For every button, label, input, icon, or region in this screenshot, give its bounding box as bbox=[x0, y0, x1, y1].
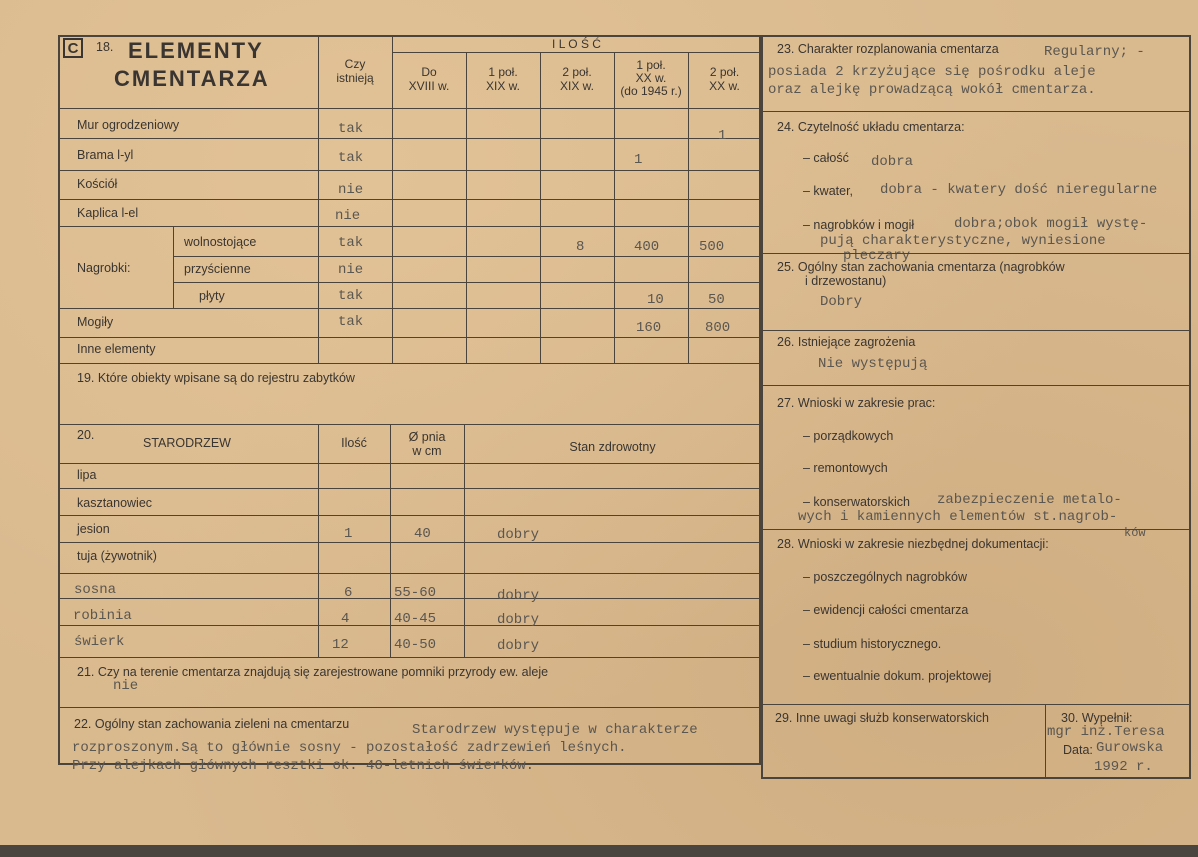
row-mogily-2polxx: 800 bbox=[705, 320, 731, 336]
dok-item-2: – ewidencji całości cmentarza bbox=[803, 603, 969, 617]
section-23-value1: Regularny; - bbox=[1044, 44, 1145, 60]
starodrzew-title: STARODRZEW bbox=[143, 436, 231, 450]
tree-jesion-fi: 40 bbox=[414, 526, 431, 542]
row-brama-czy: tak bbox=[338, 150, 364, 166]
row-wolnostojace-2polxx: 500 bbox=[699, 239, 725, 255]
section-23-label: 23. Charakter rozplanowania cmentarza bbox=[777, 42, 999, 56]
row-przyscienne-czy: nie bbox=[338, 262, 364, 278]
row-mur-2polxx: 1 bbox=[718, 128, 727, 144]
row-wolnostojace-1polxx: 400 bbox=[634, 239, 660, 255]
section-22-line3: Przy alejkach głównych resztki ok. 40-letnich świerków. bbox=[72, 758, 535, 774]
section-23-value2: posiada 2 krzyżujące się pośrodku aleje bbox=[768, 64, 1096, 80]
tree-robinia: robinia bbox=[73, 608, 132, 624]
konserwatorskich-value2: wych i kamiennych elementów st.nagrob- bbox=[798, 509, 1118, 525]
data-label: Data: bbox=[1063, 743, 1093, 757]
tree-sosna-ilosc: 6 bbox=[344, 585, 353, 601]
elements-frame bbox=[58, 35, 761, 765]
section-25-value: Dobry bbox=[820, 294, 863, 310]
tree-sosna-fi: 55-60 bbox=[394, 585, 437, 601]
tree-robinia-stan: dobry bbox=[497, 612, 540, 628]
section-19-label: 19. Które obiekty wpisane są do rejestru zabytków bbox=[77, 371, 355, 385]
row-brama-label: Brama l-yl bbox=[77, 148, 134, 162]
tree-jesion-ilosc: 1 bbox=[344, 526, 353, 542]
section-23-value3: oraz alejkę prowadzącą wokół cmentarza. bbox=[768, 82, 1096, 98]
nagrobkow-value3: pleczary bbox=[843, 248, 911, 264]
section-21-label: 21. Czy na terenie cmentarza znajdują się zarejestrowane pomniki przyrody ew. aleje bbox=[77, 665, 549, 679]
row-mur-label: Mur ogrodzeniowy bbox=[77, 118, 180, 132]
data-value: 1992 r. bbox=[1094, 759, 1153, 775]
row-kaplica-czy: nie bbox=[335, 208, 361, 224]
row-plyty-czy: tak bbox=[338, 288, 364, 304]
section-18-number: 18. bbox=[96, 40, 114, 54]
row-brama-1polxx: 1 bbox=[634, 152, 643, 168]
tree-swierk-stan: dobry bbox=[497, 638, 540, 654]
section-26-value: Nie występują bbox=[818, 356, 928, 372]
tree-robinia-fi: 40-45 bbox=[394, 611, 437, 627]
czy-istnieja-header: Czy istnieją bbox=[336, 57, 374, 85]
kwater-value: dobra - kwatery dość nieregularne bbox=[880, 182, 1158, 198]
col-2pol-xx: 2 poł. XX w. bbox=[709, 65, 740, 93]
tree-sosna-stan: dobry bbox=[497, 588, 540, 604]
row-plyty-2polxx: 50 bbox=[708, 292, 725, 308]
wypelnil-name1: mgr inż.Teresa bbox=[1047, 724, 1165, 740]
nagrobkow-value1: dobra;obok mogił wystę- bbox=[954, 216, 1148, 232]
section-22-line1: Starodrzew występuje w charakterze bbox=[412, 722, 698, 738]
scan-bottom-edge bbox=[0, 845, 1198, 857]
calosc-value: dobra bbox=[871, 154, 914, 170]
col-1pol-xx: 1 poł. XX w. (do 1945 r.) bbox=[620, 58, 682, 98]
tree-kasztanowiec: kasztanowiec bbox=[77, 496, 153, 510]
tree-swierk-fi: 40-50 bbox=[394, 637, 437, 653]
dok-item-1: – poszczególnych nagrobków bbox=[803, 570, 967, 584]
starodrzew-ilosc-header: Ilość bbox=[341, 436, 367, 450]
row-wolnostojace-czy: tak bbox=[338, 235, 364, 251]
tree-lipa: lipa bbox=[77, 468, 97, 482]
tree-swierk: świerk bbox=[74, 634, 125, 650]
row-plyty-1polxx: 10 bbox=[647, 292, 664, 308]
kwater-label: – kwater, bbox=[803, 184, 854, 198]
section-26-label: 26. Istniejące zagrożenia bbox=[777, 335, 916, 349]
section-24-label: 24. Czytelność układu cmentarza: bbox=[777, 120, 965, 134]
row-mogily-1polxx: 160 bbox=[636, 320, 662, 336]
section-21-value: nie bbox=[113, 678, 139, 694]
row-przyscienne-label: przyścienne bbox=[184, 262, 251, 276]
section-25-label1: 25. Ogólny stan zachowania cmentarza (nagrobków bbox=[777, 260, 1065, 274]
tree-tuja: tuja (żywotnik) bbox=[77, 549, 157, 563]
tree-robinia-ilosc: 4 bbox=[341, 611, 350, 627]
letter-c-box: C bbox=[63, 38, 83, 58]
nagrobkow-value2: pują charakterystyczne, wyniesione bbox=[820, 233, 1106, 249]
section-28-label: 28. Wnioski w zakresie niezbędnej dokumentacji: bbox=[777, 537, 1049, 551]
nagrobkow-label: – nagrobków i mogił bbox=[803, 218, 915, 232]
porzadkowych-item: – porządkowych bbox=[803, 429, 894, 443]
row-plyty-label: płyty bbox=[199, 289, 225, 303]
section-20-number: 20. bbox=[77, 428, 95, 442]
section-30-label: 30. Wypełnił: bbox=[1061, 711, 1133, 725]
section-25-label2: i drzewostanu) bbox=[805, 274, 887, 288]
dok-item-4: – ewentualnie dokum. projektowej bbox=[803, 669, 992, 683]
tree-sosna: sosna bbox=[74, 582, 117, 598]
starodrzew-fi-header: Ø pnia w cm bbox=[408, 430, 446, 458]
tree-swierk-ilosc: 12 bbox=[332, 637, 349, 653]
konserwatorskich-item: – konserwatorskich bbox=[803, 495, 910, 509]
section-22-label: 22. Ogólny stan zachowania zieleni na cmentarzu bbox=[74, 717, 350, 731]
row-wolnostojace-2polxix: 8 bbox=[576, 239, 585, 255]
row-mogily-czy: tak bbox=[338, 314, 364, 330]
col-2pol-xix: 2 poł. XIX w. bbox=[559, 65, 594, 93]
elements-title-line1: ELEMENTY bbox=[128, 38, 264, 63]
section-29-label: 29. Inne uwagi służb konserwatorskich bbox=[775, 711, 990, 725]
row-wolnostojace-label: wolnostojące bbox=[184, 235, 257, 249]
col-1pol-xix: 1 poł. XIX w. bbox=[485, 65, 520, 93]
row-kosciol-label: Kościół bbox=[77, 177, 118, 191]
konserwatorskich-value1: zabezpieczenie metalo- bbox=[937, 492, 1122, 508]
remontowych-item: – remontowych bbox=[803, 461, 888, 475]
row-inne-label: Inne elementy bbox=[77, 342, 156, 356]
section-22-line2: rozproszonym.Są to głównie sosny - pozostałość zadrzewień leśnych. bbox=[72, 740, 627, 756]
row-mur-czy: tak bbox=[338, 121, 364, 137]
konserwatorskich-value3: ków bbox=[1124, 526, 1146, 540]
starodrzew-stan-header: Stan zdrowotny bbox=[569, 440, 656, 454]
tree-jesion-stan: dobry bbox=[497, 527, 540, 543]
row-mogily-label: Mogiły bbox=[77, 315, 114, 329]
tree-jesion: jesion bbox=[77, 522, 110, 536]
row-kosciol-czy: nie bbox=[338, 182, 364, 198]
ilosc-header: I L O Ś Ć bbox=[552, 37, 601, 51]
elements-title-line2: CMENTARZA bbox=[114, 66, 270, 91]
kwater-value-clip bbox=[880, 180, 1189, 200]
col-do-xviii: Do XVIII w. bbox=[408, 65, 450, 93]
section-27-label: 27. Wnioski w zakresie prac: bbox=[777, 396, 936, 410]
calosc-label: – całość bbox=[803, 151, 849, 165]
dok-item-3: – studium historycznego. bbox=[803, 637, 942, 651]
row-kaplica-label: Kaplica l-el bbox=[77, 206, 139, 220]
wypelnil-name2: Gurowska bbox=[1096, 740, 1164, 756]
nagrobki-label: Nagrobki: bbox=[77, 261, 131, 275]
